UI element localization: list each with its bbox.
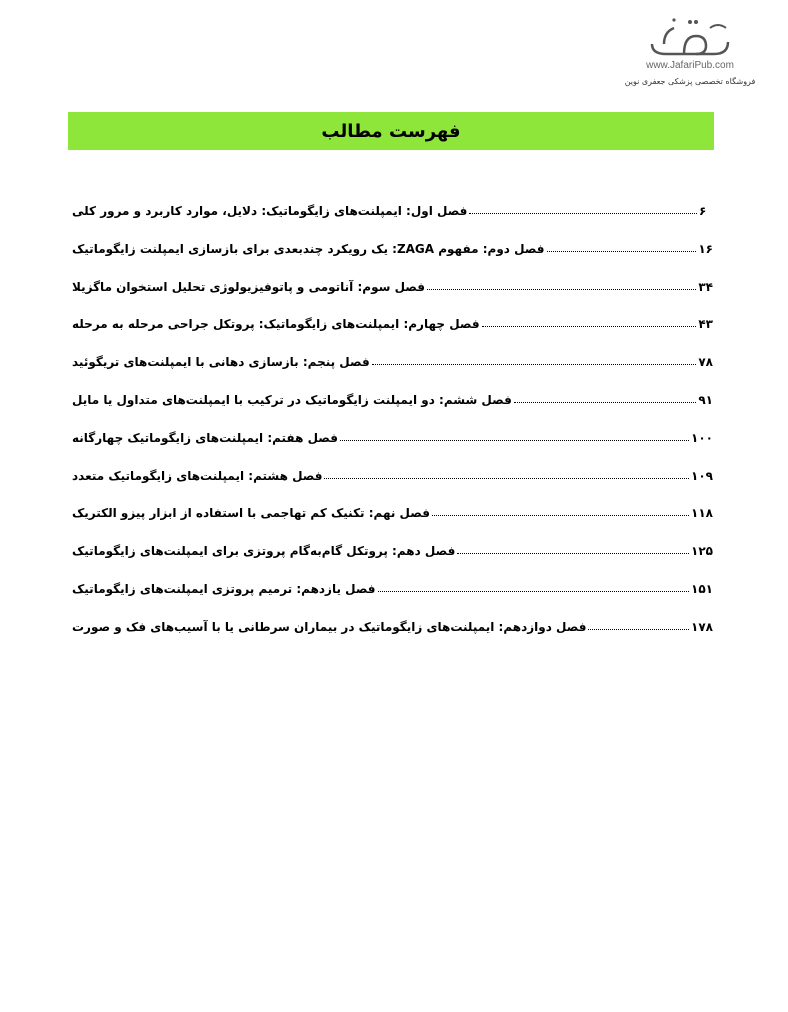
toc-entry — [72, 541, 713, 579]
toc-entry — [72, 466, 713, 504]
toc-dot-leader — [514, 390, 697, 403]
toc-page-number: ۱۲۵ — [691, 544, 713, 559]
toc-dot-leader — [469, 201, 697, 214]
toc-page-number: ۷۸ — [698, 355, 713, 370]
toc-dot-leader — [457, 541, 689, 554]
toc-entry — [72, 352, 713, 390]
toc-entry — [72, 428, 713, 466]
toc-dot-leader — [588, 617, 689, 630]
toc-entry — [72, 617, 713, 655]
toc-chapter-title: فصل یازدهم: ترمیم پروتزی ایمپلنت‌های زایگوماتیک — [72, 581, 376, 596]
toc-page-number: ۳۴ — [698, 279, 713, 294]
toc-dot-leader — [482, 314, 697, 327]
toc-chapter-title: فصل چهارم: ایمپلنت‌های زایگوماتیک: پروتکل جراحی مرحله به مرحله — [72, 317, 480, 332]
toc-page-number: ۱۱۸ — [691, 506, 713, 521]
toc-chapter-title: فصل ششم: دو ایمپلنت زایگوماتیک در ترکیب با ایمپلنت‌های متداول یا مایل — [72, 392, 512, 407]
toc-entry — [72, 579, 713, 617]
toc-page-number: ۱۶ — [698, 241, 713, 256]
toc-chapter-title: فصل اول: ایمپلنت‌های زایگوماتیک: دلایل، موارد کاربرد و مرور کلی — [72, 204, 468, 218]
toc-chapter-title: فصل دوازدهم: ایمپلنت‌های زایگوماتیک در بیماران سرطانی یا با آسیب‌های فک و صورت — [72, 619, 587, 634]
toc-chapter-title: فصل سوم: آناتومی و پاتوفیزیولوژی تحلیل استخوان ماگزیلا — [72, 279, 425, 294]
table-of-contents — [72, 201, 713, 655]
toc-chapter-title: فصل دوم: مفهوم ZAGA: یک رویکرد چندبعدی برای بازسازی ایمپلنت زایگوماتیک — [72, 241, 545, 256]
toc-page-number: ۴۳ — [698, 317, 713, 332]
toc-dot-leader — [432, 503, 689, 516]
toc-chapter-title: فصل هفتم: ایمپلنت‌های زایگوماتیک چهارگانه — [72, 430, 338, 445]
toc-dot-leader — [324, 466, 689, 479]
toc-entry — [72, 239, 713, 277]
toc-entry — [72, 277, 713, 315]
toc-entry — [72, 201, 713, 239]
toc-chapter-title: فصل هشتم: ایمپلنت‌های زایگوماتیک متعدد — [72, 468, 323, 483]
toc-chapter-title: فصل دهم: پروتکل گام‌به‌گام پروتزی برای ایمپلنت‌های زایگوماتیک — [72, 544, 456, 559]
publisher-logo — [620, 14, 760, 96]
toc-dot-leader — [372, 352, 697, 365]
toc-page-number: ۹۱ — [698, 392, 713, 407]
toc-page-number: ۱۷۸ — [691, 619, 713, 634]
toc-entry — [72, 314, 713, 352]
toc-page-number: ۱۰۹ — [691, 468, 713, 483]
toc-page-number: ۶ — [699, 204, 707, 218]
publisher-url: www.JafariPub.com — [646, 60, 734, 71]
toc-dot-leader — [427, 277, 696, 290]
toc-chapter-title: فصل پنجم: بازسازی دهانی با ایمپلنت‌های تریگوئید — [72, 355, 370, 370]
toc-dot-leader — [378, 579, 689, 592]
logo-mark-icon — [644, 14, 736, 60]
toc-entry — [72, 390, 713, 428]
toc-dot-leader — [547, 239, 697, 252]
toc-dot-leader — [340, 428, 689, 441]
publisher-caption: فروشگاه تخصصی پزشکی جعفری نوین — [624, 77, 756, 86]
toc-entry — [72, 503, 713, 541]
page-title: فهرست مطالب — [321, 120, 461, 142]
toc-page-number: ۱۵۱ — [691, 581, 713, 596]
toc-chapter-title: فصل نهم: تکنیک کم تهاجمی با استفاده از ابزار پیزو الکتریک — [72, 506, 430, 521]
toc-title-bar — [68, 112, 714, 150]
toc-page-number: ۱۰۰ — [691, 430, 713, 445]
